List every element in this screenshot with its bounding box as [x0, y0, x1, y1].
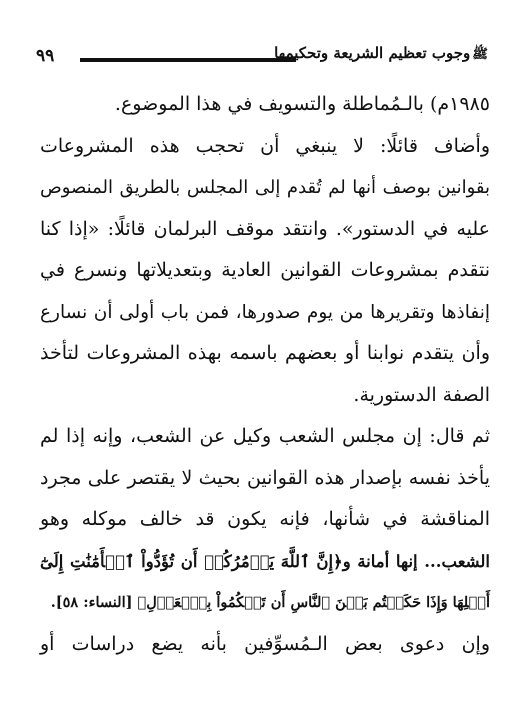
text-line: نتقدم بمشروعات القوانين العادية وبتعديلاتها ونسرع في: [40, 259, 490, 281]
text-line: عليه في الدستور». وانتقد موقف البرلمان قائلًا: «إذا كنا: [40, 217, 490, 240]
body-text: [40, 84, 490, 665]
running-title-text: وجوب تعظيم الشريعة وتحكيمها: [274, 44, 471, 62]
text-line: ١٩٨٥م) بالـمُماطلة والتسويف في هذا الموضوع.: [114, 93, 490, 115]
text-line: ثم قال: إن مجلس الشعب وكيل عن الشعب، وإنه إذا لم: [40, 425, 490, 447]
text-line: الصفة الدستورية.: [353, 383, 490, 406]
salutation-mark: ﷺ: [472, 47, 488, 62]
text-line: وأضاف قائلًا: لا ينبغي أن تحجب هذه المشروعات: [40, 134, 490, 157]
text-line: يأخذ نفسه بإصدار هذه القوانين بحيث لا يقتصر على مجرد: [40, 466, 490, 489]
text-line: المناقشة في شأنها، فإنه يكون قد خالف موكله وهو: [40, 508, 490, 530]
page-number: ٩٩: [36, 46, 55, 66]
text-line: إنفاذها وتقريرها من يوم صدورها، فمن باب أولى أن نسارع: [40, 301, 490, 323]
text-line: بقوانين بوصف أنها لم تُقدم إلى المجلس بالطريق المنصوص: [40, 177, 490, 198]
text-line: وأن يتقدم نوابنا أو بعضهم باسمه بهذه المشروعات لتأخذ: [40, 342, 490, 364]
text-line: وإن دعوى بعض الـمُسوِّفين بأنه يضع دراسات أو: [40, 632, 490, 655]
quran-verse-line: أَهۡلِهَا وَإِذَا حَكَمۡتُم بَيۡنَ ٱلنَّاسِ أَن تَحۡكُمُواْ بِٱلۡعَدۡلِ﴾ [النساء: ٥٨].: [50, 594, 490, 611]
running-title: [274, 44, 488, 65]
page-header: [36, 44, 488, 74]
quran-verse-line: الشعب... إنها أمانة و﴿إِنَّ ٱللَّهَ يَأۡمُرُكُمۡ أَن تُؤَدُّواْ ٱلۡأَمَٰنَٰتِ إِلَىٰٓ: [40, 551, 490, 571]
header-rule: [80, 58, 296, 62]
